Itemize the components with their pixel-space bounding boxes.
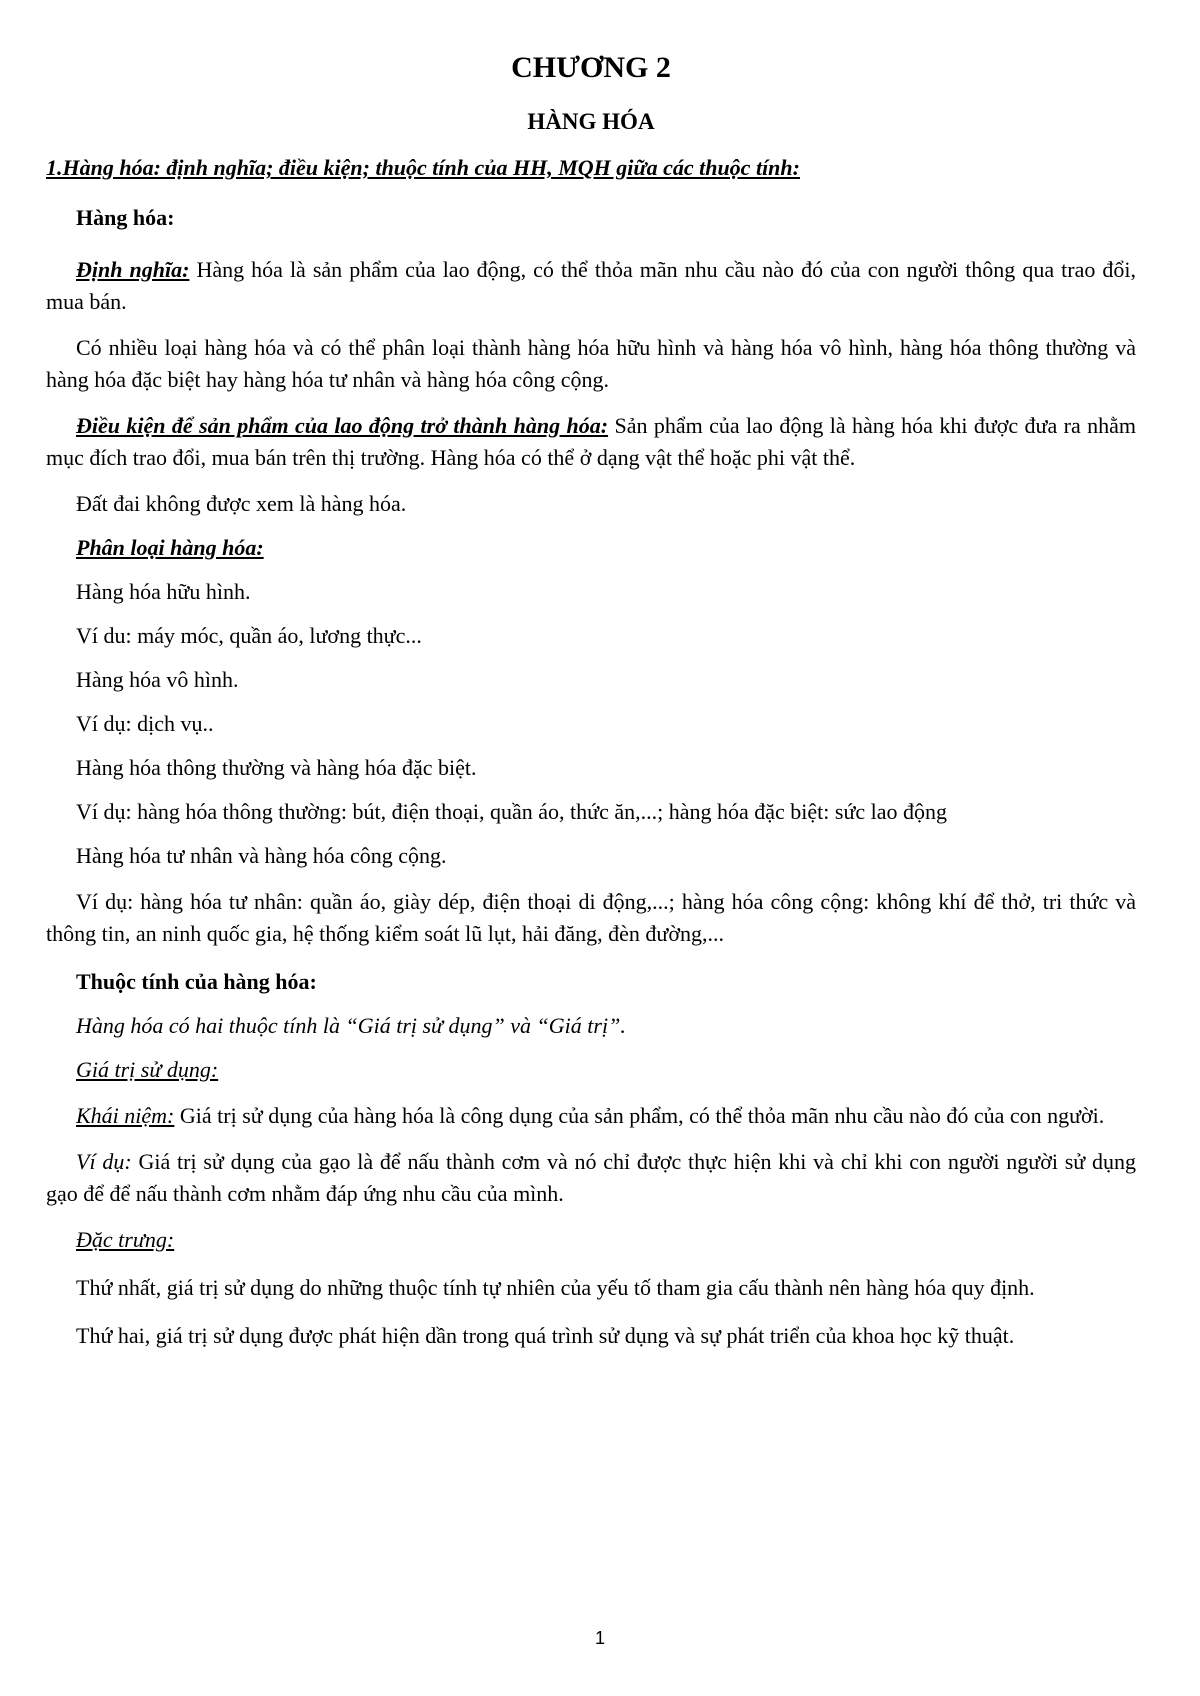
example-text: Giá trị sử dụng của gạo là để nấu thành cơm và nó chỉ được thực hiện khi và chỉ khi con người người sử dụng gạo để để nấu thành cơm nhằm đáp ứng nhu cầu của mình. xyxy=(46,1149,1136,1206)
condition-paragraph xyxy=(46,410,1136,474)
section-heading: 1.Hàng hóa: định nghĩa; điều kiện; thuộc tính của HH, MQH giữa các thuộc tính: xyxy=(46,155,800,180)
goods-heading: Hàng hóa: xyxy=(76,205,175,230)
definition-text: Hàng hóa là sản phẩm của lao động, có thể thỏa mãn nhu cầu nào đó của con người thông qua trao đổi, mua bán. xyxy=(46,257,1136,314)
features-label: Đặc trưng: xyxy=(76,1227,175,1252)
document-body xyxy=(46,44,1136,1352)
example-label: Ví dụ: xyxy=(76,1149,132,1174)
features-paragraph xyxy=(46,1224,1136,1256)
attributes-intro: Hàng hóa có hai thuộc tính là “Giá trị sử dụng” và “Giá trị”. xyxy=(76,1013,626,1038)
first-feature: Thứ nhất, giá trị sử dụng do những thuộc tính tự nhiên của yếu tố tham gia cấu thành nên hàng hóa quy định. xyxy=(76,1275,1035,1300)
concept-text: Giá trị sử dụng của hàng hóa là công dụng của sản phẩm, có thể thỏa mãn nhu cầu nào đó của con người. xyxy=(174,1103,1105,1128)
ordinary-special-item: Hàng hóa thông thường và hàng hóa đặc biệt. xyxy=(76,755,477,780)
concept-label: Khái niệm: xyxy=(76,1103,175,1128)
use-value-label: Giá trị sử dụng: xyxy=(76,1057,219,1082)
use-value-paragraph xyxy=(46,1054,1136,1086)
chapter-title: CHƯƠNG 2 xyxy=(511,51,671,84)
page-number: 1 xyxy=(594,1628,605,1648)
ordinary-special-example: Ví dụ: hàng hóa thông thường: bút, điện thoại, quần áo, thức ăn,...; hàng hóa đặc biệt: sức lao động xyxy=(76,799,948,824)
private-public-example: Ví dụ: hàng hóa tư nhân: quần áo, giày dép, điện thoại di động,...; hàng hóa công cộng: không khí để thở, tri thức và thông tin, an ninh quốc gia, hệ thống kiểm soát lũ lụt, hải đăng, đèn đường,... xyxy=(46,889,1136,946)
intangible-item: Hàng hóa vô hình. xyxy=(76,667,239,692)
definition-label: Định nghĩa: xyxy=(76,257,190,282)
chapter-subtitle: HÀNG HÓA xyxy=(527,109,655,134)
land-paragraph: Đất đai không được xem là hàng hóa. xyxy=(76,491,407,516)
condition-text: Sản phẩm của lao động là hàng hóa khi được đưa ra nhằm mục đích trao đổi, mua bán trên thị trường. Hàng hóa có thể ở dạng vật thể hoặc phi vật thể. xyxy=(46,413,1136,470)
tangible-item: Hàng hóa hữu hình. xyxy=(76,579,251,604)
attributes-heading: Thuộc tính của hàng hóa: xyxy=(76,969,317,994)
private-public-item: Hàng hóa tư nhân và hàng hóa công cộng. xyxy=(76,843,447,868)
classification-label: Phân loại hàng hóa: xyxy=(76,535,264,560)
concept-paragraph xyxy=(46,1100,1136,1132)
tangible-example: Ví du: máy móc, quần áo, lương thực... xyxy=(76,623,422,648)
second-feature: Thứ hai, giá trị sử dụng được phát hiện dần trong quá trình sử dụng và sự phát triển của khoa học kỹ thuật. xyxy=(76,1323,1015,1348)
example-paragraph xyxy=(46,1146,1136,1210)
classification-paragraph xyxy=(46,532,1136,564)
intangible-example: Ví dụ: dịch vụ.. xyxy=(76,711,214,736)
condition-label: Điều kiện để sản phẩm của lao động trở thành hàng hóa: xyxy=(76,413,609,438)
types-paragraph: Có nhiều loại hàng hóa và có thể phân loại thành hàng hóa hữu hình và hàng hóa vô hình, hàng hóa thông thường và hàng hóa đặc biệt hay hàng hóa tư nhân và hàng hóa công cộng. xyxy=(46,335,1136,392)
definition-paragraph xyxy=(46,254,1136,318)
